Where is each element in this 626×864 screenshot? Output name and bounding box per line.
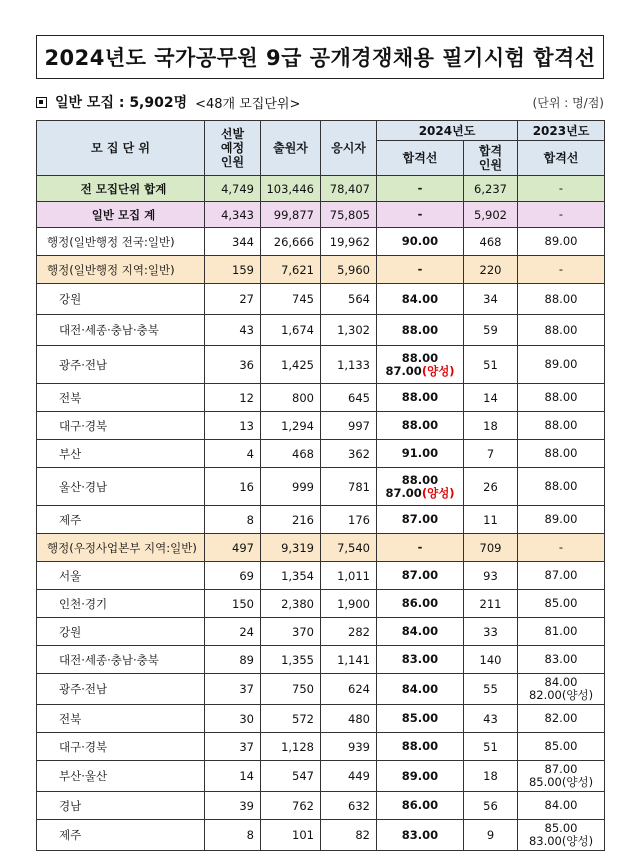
applicants-cell: 99,877 bbox=[261, 202, 321, 228]
cutoff-2023-cell bbox=[518, 228, 605, 256]
cutoff-value: 86.00 bbox=[401, 798, 439, 812]
passed-2024-cell: 14 bbox=[464, 384, 518, 412]
col-header-2024: 2024년도 bbox=[377, 121, 518, 141]
prev-value: - bbox=[558, 540, 564, 554]
applicants-cell: 547 bbox=[261, 761, 321, 792]
table-row bbox=[37, 468, 605, 506]
takers-cell: 564 bbox=[321, 284, 377, 315]
cutoff-value: 83.00 bbox=[401, 652, 439, 666]
unit-cell: 제주 bbox=[37, 820, 205, 851]
cutoff-2023-cell bbox=[518, 562, 605, 590]
cutoff-2024-cell bbox=[377, 384, 464, 412]
passed-2024-cell: 55 bbox=[464, 674, 518, 705]
table-row bbox=[37, 346, 605, 384]
prev-value: 83.00 bbox=[544, 652, 578, 666]
cutoff-2024-cell bbox=[377, 506, 464, 534]
prev-value: 88.00 bbox=[544, 322, 578, 337]
cutoff-2024-cell bbox=[377, 534, 464, 562]
cutoff-2023-cell bbox=[518, 618, 605, 646]
table-row bbox=[37, 562, 605, 590]
cutoff-2024-cell bbox=[377, 761, 464, 792]
cutoff-value: 88.00 bbox=[401, 418, 439, 432]
planned-cell: 159 bbox=[205, 256, 261, 284]
unit-cell: 전 모집단위 합계 bbox=[37, 176, 205, 202]
unit-cell: 일반 모집 계 bbox=[37, 202, 205, 228]
cutoff-value: 84.00 bbox=[401, 681, 439, 696]
passed-2024-cell: 18 bbox=[464, 761, 518, 792]
cutoff-value: 88.00 bbox=[401, 390, 439, 404]
takers-cell: 82 bbox=[321, 820, 377, 851]
section-subheading: <48개 모집단위> bbox=[195, 96, 301, 112]
prev-value: 87.00 bbox=[544, 568, 578, 582]
planned-cell: 37 bbox=[205, 674, 261, 705]
table-row bbox=[37, 202, 605, 228]
cutoff-2024-cell bbox=[377, 562, 464, 590]
cutoff-2023-cell bbox=[518, 315, 605, 346]
cutoff-value: 84.00 bbox=[401, 624, 439, 638]
cutoff-value: - bbox=[417, 181, 423, 195]
passed-2024-cell: 34 bbox=[464, 284, 518, 315]
cutoff-value: 90.00 bbox=[401, 234, 439, 248]
cutoff-value: 85.00 bbox=[401, 711, 439, 725]
col-header-cutoff-2023: 합격선 bbox=[518, 141, 605, 176]
applicants-cell: 468 bbox=[261, 440, 321, 468]
applicants-cell: 1,425 bbox=[261, 346, 321, 384]
table-row bbox=[37, 820, 605, 851]
table-row bbox=[37, 674, 605, 705]
cutoff-2024-cell bbox=[377, 820, 464, 851]
passed-2024-cell: 5,902 bbox=[464, 202, 518, 228]
cutoff-value: 88.00 bbox=[401, 322, 439, 337]
prev-yangseong: 82.00(양성) bbox=[528, 688, 594, 702]
cutoff-value: 88.00 bbox=[401, 472, 439, 487]
unit-cell: 전북 bbox=[37, 705, 205, 733]
cutoff-2024-cell bbox=[377, 674, 464, 705]
prev-value: 88.00 bbox=[544, 390, 578, 404]
table-row bbox=[37, 792, 605, 820]
planned-cell: 27 bbox=[205, 284, 261, 315]
table-row bbox=[37, 256, 605, 284]
unit-cell: 대구·경북 bbox=[37, 733, 205, 761]
cutoff-value: 87.00 bbox=[401, 512, 439, 526]
prev-value: 88.00 bbox=[544, 479, 578, 493]
passed-2024-cell: 140 bbox=[464, 646, 518, 674]
unit-cell: 부산 bbox=[37, 440, 205, 468]
cutoff-2024-cell bbox=[377, 792, 464, 820]
unit-note: (단위 : 명/점) bbox=[532, 95, 604, 110]
cutoff-yangseong: 87.00(양성) bbox=[385, 485, 455, 500]
takers-cell: 282 bbox=[321, 618, 377, 646]
cutoff-2024-cell bbox=[377, 468, 464, 506]
planned-cell: 30 bbox=[205, 705, 261, 733]
col-header-takers: 응시자 bbox=[321, 121, 377, 176]
prev-value: 84.00 bbox=[544, 675, 578, 689]
passed-2024-cell: 211 bbox=[464, 590, 518, 618]
applicants-cell: 26,666 bbox=[261, 228, 321, 256]
takers-cell: 632 bbox=[321, 792, 377, 820]
planned-cell: 150 bbox=[205, 590, 261, 618]
applicants-cell: 1,674 bbox=[261, 315, 321, 346]
planned-cell: 497 bbox=[205, 534, 261, 562]
table-row bbox=[37, 506, 605, 534]
cutoff-value: 86.00 bbox=[401, 596, 439, 610]
unit-cell: 울산·경남 bbox=[37, 468, 205, 506]
unit-cell: 대구·경북 bbox=[37, 412, 205, 440]
takers-cell: 1,900 bbox=[321, 590, 377, 618]
col-header-passed-2024: 합격 인원 bbox=[464, 141, 518, 176]
cutoff-value: 83.00 bbox=[401, 827, 439, 842]
planned-cell: 37 bbox=[205, 733, 261, 761]
table-row bbox=[37, 228, 605, 256]
planned-cell: 39 bbox=[205, 792, 261, 820]
unit-cell: 부산·울산 bbox=[37, 761, 205, 792]
section-header bbox=[36, 92, 604, 112]
unit-cell: 광주·전남 bbox=[37, 346, 205, 384]
takers-cell: 7,540 bbox=[321, 534, 377, 562]
applicants-cell: 572 bbox=[261, 705, 321, 733]
passed-2024-cell: 56 bbox=[464, 792, 518, 820]
cutoff-value: 88.00 bbox=[401, 739, 439, 753]
prev-value: 88.00 bbox=[544, 418, 578, 432]
takers-cell: 781 bbox=[321, 468, 377, 506]
cutoff-value: 87.00 bbox=[401, 568, 439, 582]
prev-value: 85.00 bbox=[544, 821, 578, 835]
table-row bbox=[37, 733, 605, 761]
planned-cell: 8 bbox=[205, 820, 261, 851]
table-row bbox=[37, 440, 605, 468]
planned-cell: 36 bbox=[205, 346, 261, 384]
prev-yangseong: 83.00(양성) bbox=[528, 834, 594, 848]
passed-2024-cell: 11 bbox=[464, 506, 518, 534]
planned-cell: 8 bbox=[205, 506, 261, 534]
table-row bbox=[37, 590, 605, 618]
unit-cell: 경남 bbox=[37, 792, 205, 820]
applicants-cell: 9,319 bbox=[261, 534, 321, 562]
cutoff-value: 89.00 bbox=[401, 768, 439, 783]
cutoff-2023-cell bbox=[518, 284, 605, 315]
cutoff-2024-cell bbox=[377, 440, 464, 468]
prev-value: 88.00 bbox=[544, 446, 578, 460]
prev-value: 89.00 bbox=[544, 512, 578, 526]
cutoff-2023-cell bbox=[518, 674, 605, 705]
page-title bbox=[36, 35, 604, 79]
section-heading: 일반 모집 : 5,902명 bbox=[55, 95, 188, 111]
takers-cell: 78,407 bbox=[321, 176, 377, 202]
takers-cell: 449 bbox=[321, 761, 377, 792]
prev-value: 85.00 bbox=[544, 739, 578, 753]
cutoff-value: 88.00 bbox=[401, 350, 439, 365]
col-header-unit: 모 집 단 위 bbox=[37, 121, 205, 176]
cutoff-2024-cell bbox=[377, 705, 464, 733]
takers-cell: 1,141 bbox=[321, 646, 377, 674]
prev-value: 85.00 bbox=[544, 596, 578, 610]
applicants-cell: 1,294 bbox=[261, 412, 321, 440]
table-row bbox=[37, 315, 605, 346]
cutoff-value: 91.00 bbox=[401, 446, 439, 460]
applicants-cell: 1,128 bbox=[261, 733, 321, 761]
cutoff-table bbox=[36, 120, 605, 851]
takers-cell: 997 bbox=[321, 412, 377, 440]
planned-cell: 12 bbox=[205, 384, 261, 412]
passed-2024-cell: 33 bbox=[464, 618, 518, 646]
planned-cell: 4,749 bbox=[205, 176, 261, 202]
planned-cell: 16 bbox=[205, 468, 261, 506]
table-row bbox=[37, 384, 605, 412]
table-row bbox=[37, 705, 605, 733]
prev-value: 87.00 bbox=[544, 762, 578, 776]
planned-cell: 89 bbox=[205, 646, 261, 674]
cutoff-2023-cell bbox=[518, 792, 605, 820]
prev-value: 81.00 bbox=[544, 624, 578, 638]
cutoff-2023-cell bbox=[518, 761, 605, 792]
passed-2024-cell: 51 bbox=[464, 346, 518, 384]
table-row bbox=[37, 284, 605, 315]
takers-cell: 480 bbox=[321, 705, 377, 733]
prev-value: 88.00 bbox=[544, 291, 578, 306]
applicants-cell: 750 bbox=[261, 674, 321, 705]
takers-cell: 176 bbox=[321, 506, 377, 534]
cutoff-2024-cell bbox=[377, 202, 464, 228]
applicants-cell: 745 bbox=[261, 284, 321, 315]
takers-cell: 645 bbox=[321, 384, 377, 412]
cutoff-2023-cell bbox=[518, 440, 605, 468]
cutoff-2024-cell bbox=[377, 346, 464, 384]
applicants-cell: 103,446 bbox=[261, 176, 321, 202]
cutoff-yangseong: 87.00(양성) bbox=[385, 363, 455, 378]
cutoff-2024-cell bbox=[377, 646, 464, 674]
passed-2024-cell: 7 bbox=[464, 440, 518, 468]
takers-cell: 939 bbox=[321, 733, 377, 761]
page-title-text: 2024년도 국가공무원 9급 공개경쟁채용 필기시험 합격선 bbox=[44, 46, 596, 70]
unit-cell: 대전·세종·충남·충북 bbox=[37, 315, 205, 346]
prev-value: - bbox=[558, 207, 564, 221]
applicants-cell: 101 bbox=[261, 820, 321, 851]
cutoff-value: - bbox=[417, 540, 423, 554]
takers-cell: 1,133 bbox=[321, 346, 377, 384]
cutoff-2024-cell bbox=[377, 412, 464, 440]
unit-cell: 광주·전남 bbox=[37, 674, 205, 705]
applicants-cell: 999 bbox=[261, 468, 321, 506]
passed-2024-cell: 43 bbox=[464, 705, 518, 733]
table-row bbox=[37, 534, 605, 562]
applicants-cell: 216 bbox=[261, 506, 321, 534]
passed-2024-cell: 220 bbox=[464, 256, 518, 284]
unit-cell: 강원 bbox=[37, 284, 205, 315]
takers-cell: 5,960 bbox=[321, 256, 377, 284]
prev-yangseong: 85.00(양성) bbox=[528, 775, 594, 789]
col-header-planned: 선발 예정 인원 bbox=[205, 121, 261, 176]
table-row bbox=[37, 646, 605, 674]
unit-cell: 행정(우정사업본부 지역:일반) bbox=[37, 534, 205, 562]
cutoff-2024-cell bbox=[377, 228, 464, 256]
cutoff-2024-cell bbox=[377, 176, 464, 202]
table-row bbox=[37, 761, 605, 792]
cutoff-2024-cell bbox=[377, 733, 464, 761]
unit-cell: 행정(일반행정 지역:일반) bbox=[37, 256, 205, 284]
cutoff-2024-cell bbox=[377, 284, 464, 315]
planned-cell: 24 bbox=[205, 618, 261, 646]
applicants-cell: 2,380 bbox=[261, 590, 321, 618]
unit-cell: 제주 bbox=[37, 506, 205, 534]
planned-cell: 13 bbox=[205, 412, 261, 440]
unit-cell: 강원 bbox=[37, 618, 205, 646]
unit-cell: 전북 bbox=[37, 384, 205, 412]
cutoff-2024-cell bbox=[377, 590, 464, 618]
passed-2024-cell: 709 bbox=[464, 534, 518, 562]
takers-cell: 1,302 bbox=[321, 315, 377, 346]
cutoff-2023-cell bbox=[518, 202, 605, 228]
table-row bbox=[37, 176, 605, 202]
passed-2024-cell: 26 bbox=[464, 468, 518, 506]
cutoff-value: 84.00 bbox=[401, 291, 439, 306]
passed-2024-cell: 93 bbox=[464, 562, 518, 590]
passed-2024-cell: 18 bbox=[464, 412, 518, 440]
table-row bbox=[37, 412, 605, 440]
cutoff-2023-cell bbox=[518, 412, 605, 440]
table-row bbox=[37, 618, 605, 646]
cutoff-2023-cell bbox=[518, 506, 605, 534]
unit-cell: 행정(일반행정 전국:일반) bbox=[37, 228, 205, 256]
cutoff-2023-cell bbox=[518, 256, 605, 284]
planned-cell: 4,343 bbox=[205, 202, 261, 228]
cutoff-2023-cell bbox=[518, 468, 605, 506]
cutoff-2023-cell bbox=[518, 820, 605, 851]
cutoff-2023-cell bbox=[518, 346, 605, 384]
planned-cell: 344 bbox=[205, 228, 261, 256]
col-header-cutoff-2024: 합격선 bbox=[377, 141, 464, 176]
passed-2024-cell: 59 bbox=[464, 315, 518, 346]
applicants-cell: 762 bbox=[261, 792, 321, 820]
prev-value: - bbox=[558, 262, 564, 276]
applicants-cell: 1,354 bbox=[261, 562, 321, 590]
cutoff-2023-cell bbox=[518, 733, 605, 761]
applicants-cell: 800 bbox=[261, 384, 321, 412]
planned-cell: 69 bbox=[205, 562, 261, 590]
cutoff-value: - bbox=[417, 262, 423, 276]
col-header-2023: 2023년도 bbox=[518, 121, 605, 141]
takers-cell: 1,011 bbox=[321, 562, 377, 590]
applicants-cell: 370 bbox=[261, 618, 321, 646]
cutoff-2023-cell bbox=[518, 646, 605, 674]
unit-cell: 서울 bbox=[37, 562, 205, 590]
cutoff-2023-cell bbox=[518, 534, 605, 562]
cutoff-2023-cell bbox=[518, 176, 605, 202]
planned-cell: 4 bbox=[205, 440, 261, 468]
applicants-cell: 7,621 bbox=[261, 256, 321, 284]
prev-value: 89.00 bbox=[544, 357, 578, 371]
passed-2024-cell: 9 bbox=[464, 820, 518, 851]
cutoff-2023-cell bbox=[518, 590, 605, 618]
cutoff-value: - bbox=[417, 207, 423, 221]
takers-cell: 19,962 bbox=[321, 228, 377, 256]
cutoff-2024-cell bbox=[377, 256, 464, 284]
prev-value: 84.00 bbox=[544, 798, 578, 812]
takers-cell: 624 bbox=[321, 674, 377, 705]
planned-cell: 43 bbox=[205, 315, 261, 346]
planned-cell: 14 bbox=[205, 761, 261, 792]
passed-2024-cell: 51 bbox=[464, 733, 518, 761]
prev-value: 89.00 bbox=[544, 234, 578, 248]
prev-value: - bbox=[558, 181, 564, 195]
prev-value: 82.00 bbox=[544, 711, 578, 725]
takers-cell: 362 bbox=[321, 440, 377, 468]
applicants-cell: 1,355 bbox=[261, 646, 321, 674]
passed-2024-cell: 6,237 bbox=[464, 176, 518, 202]
cutoff-2023-cell bbox=[518, 705, 605, 733]
cutoff-2023-cell bbox=[518, 384, 605, 412]
takers-cell: 75,805 bbox=[321, 202, 377, 228]
cutoff-2024-cell bbox=[377, 315, 464, 346]
cutoff-2024-cell bbox=[377, 618, 464, 646]
unit-cell: 인천·경기 bbox=[37, 590, 205, 618]
square-bullet-icon bbox=[36, 97, 47, 108]
unit-cell: 대전·세종·충남·충북 bbox=[37, 646, 205, 674]
col-header-applicants: 출원자 bbox=[261, 121, 321, 176]
passed-2024-cell: 468 bbox=[464, 228, 518, 256]
